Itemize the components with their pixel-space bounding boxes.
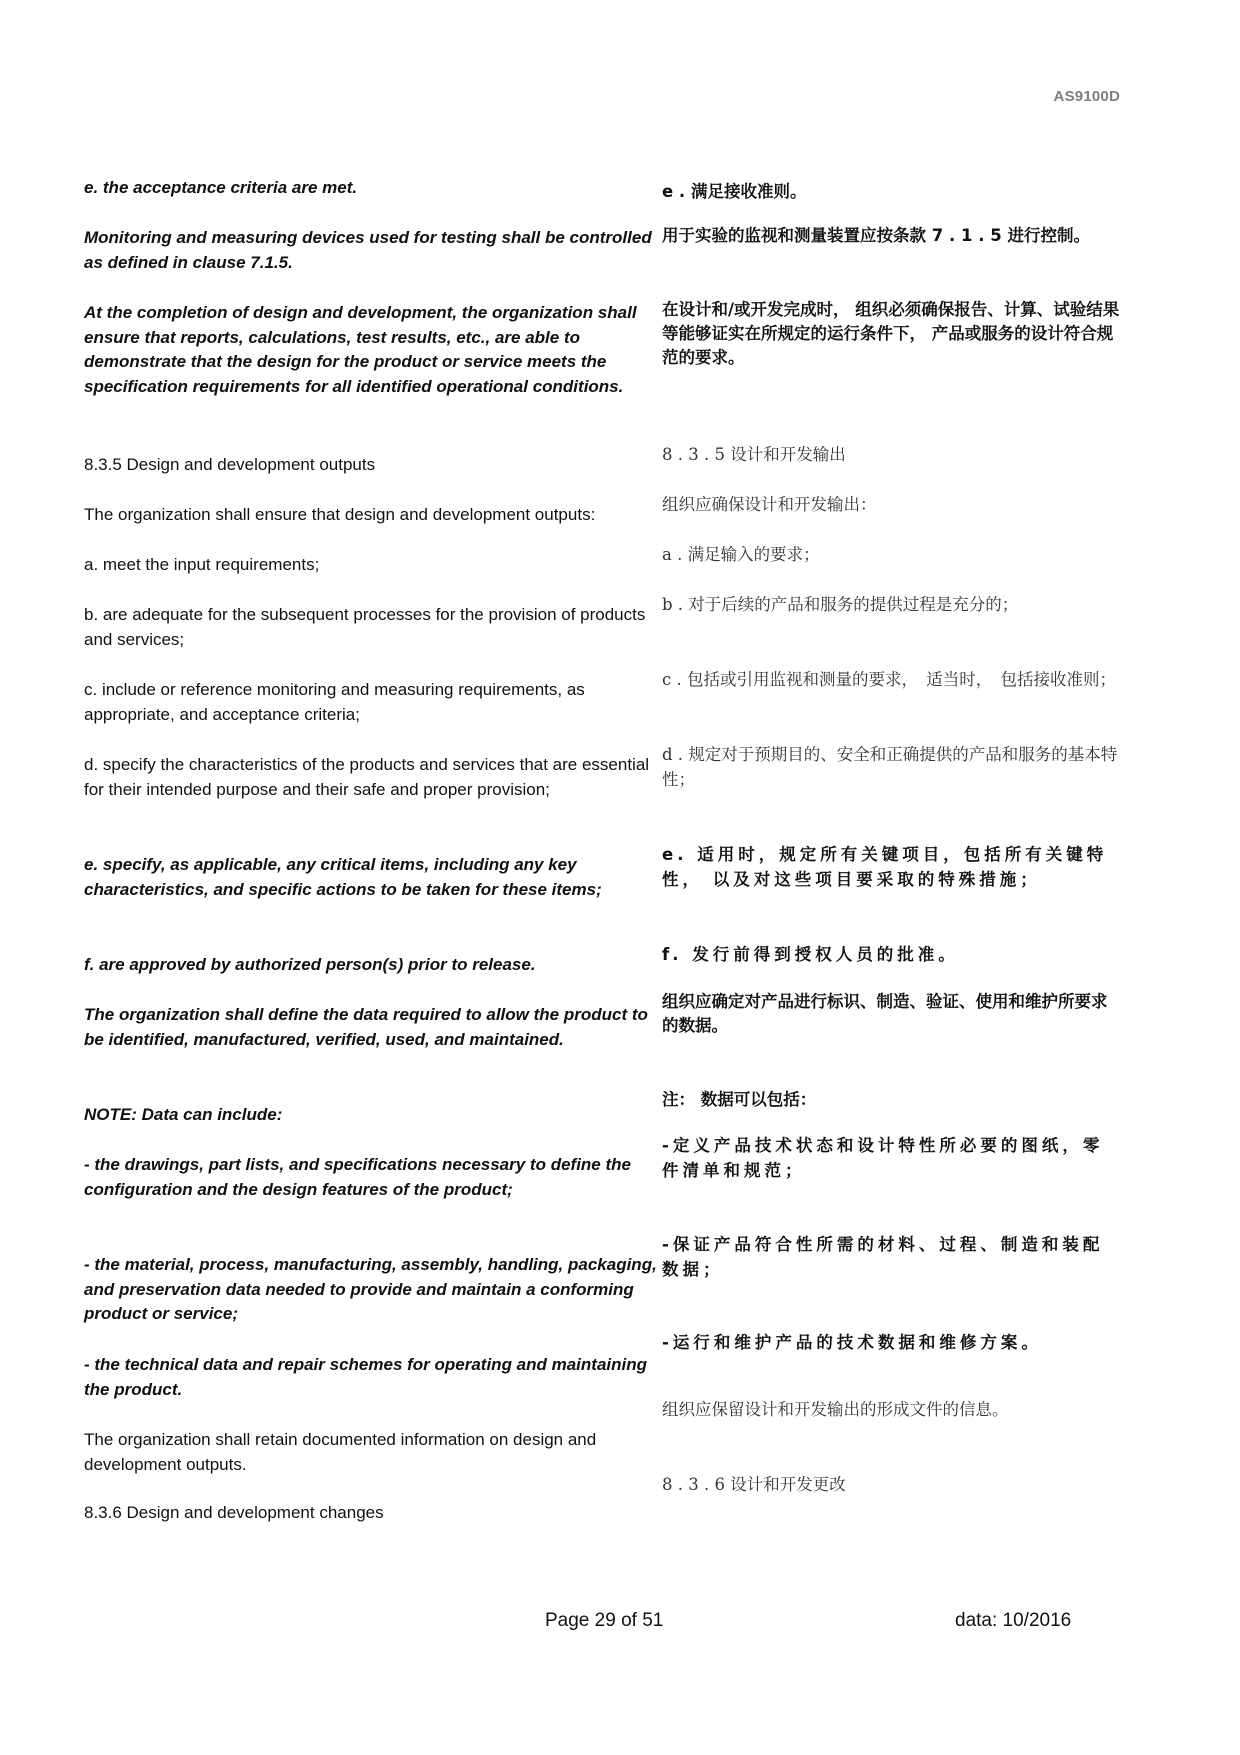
zh-note-item-3: -运行和维护产品的技术数据和维修方案。 <box>662 1333 1042 1352</box>
zh-outputs-intro: 组织应确保设计和开发输出： <box>662 495 877 514</box>
en-note-heading: NOTE: Data can include: <box>84 1105 283 1124</box>
zh-item-e: e. 适用时，规定所有关键项目，包括所有关键特性， 以及对这些项目要采取的特殊措施； <box>662 845 1108 889</box>
en-criteria-met: e. the acceptance criteria are met. <box>84 178 358 197</box>
zh-item-d: d . 规定对于预期目的、安全和正确提供的产品和服务的基本特性； <box>662 745 1118 789</box>
zh-note-item-1: -定义产品技术状态和设计特性所必要的图纸，零件清单和规范； <box>662 1136 1104 1180</box>
en-item-a: a. meet the input requirements; <box>84 555 320 574</box>
zh-completion-paragraph: 在设计和/或开发完成时， 组织必须确保报告、计算、试验结果等能够证实在所规定的运行条件下， 产品或服务的设计符合规范的要求。 <box>662 300 1120 367</box>
zh-retain-info: 组织应保留设计和开发输出的形成文件的信息。 <box>662 1400 1009 1419</box>
document-code: AS9100D <box>1053 88 1120 105</box>
zh-note-heading: 注： 数据可以包括： <box>662 1090 817 1109</box>
zh-item-f: f. 发行前得到授权人员的批准。 <box>662 945 959 964</box>
en-monitoring-devices: Monitoring and measuring devices used for testing shall be controlled as defined in clause 7.1.5. <box>84 228 652 272</box>
en-section-835-heading: 8.3.5 Design and development outputs <box>84 455 376 474</box>
en-item-c: c. include or reference monitoring and measuring requirements, as appropriate, and acceptance criteria; <box>84 680 585 724</box>
zh-section-836-heading: 8 . 3 . 6 设计和开发更改 <box>662 1475 846 1494</box>
en-completion-paragraph: At the completion of design and development, the organization shall ensure that reports, calculations, test results, etc., are able to demonstrate that the design for the product or service meets the specification requirements for all identified operational conditions. <box>84 303 637 396</box>
zh-criteria-met: e . 满足接收准则。 <box>662 182 807 201</box>
zh-note-item-2: -保证产品符合性所需的材料、过程、制造和装配数据； <box>662 1235 1104 1279</box>
zh-section-835-heading: 8 . 3 . 5 设计和开发输出 <box>662 445 846 464</box>
document-date: data: 10/2016 <box>955 1610 1072 1631</box>
en-section-836-heading: 8.3.6 Design and development changes <box>84 1503 384 1522</box>
en-outputs-intro: The organization shall ensure that design and development outputs: <box>84 505 596 524</box>
zh-item-a: a . 满足输入的要求； <box>662 545 820 564</box>
zh-item-b: b . 对于后续的产品和服务的提供过程是充分的； <box>662 595 1019 614</box>
en-note-item-3: - the technical data and repair schemes for operating and maintaining the product. <box>84 1355 648 1399</box>
en-retain-info: The organization shall retain documented information on design and development outputs. <box>84 1430 597 1474</box>
en-define-data: The organization shall define the data required to allow the product to be identified, manufactured, verified, used, and maintained. <box>84 1005 648 1049</box>
zh-item-c: c . 包括或引用监视和测量的要求， 适当时， 包括接收准则； <box>662 670 1116 689</box>
zh-define-data: 组织应确定对产品进行标识、制造、验证、使用和维护所要求的数据。 <box>662 992 1108 1035</box>
page-number: Page 29 of 51 <box>545 1610 664 1631</box>
en-item-d: d. specify the characteristics of the products and services that are essential for their intended purpose and their safe and proper provision; <box>84 755 650 799</box>
en-note-item-1: - the drawings, part lists, and specifications necessary to define the configuration and the design features of the product; <box>84 1155 631 1199</box>
en-item-b: b. are adequate for the subsequent processes for the provision of products and services; <box>84 605 646 649</box>
zh-monitoring-devices: 用于实验的监视和测量装置应按条款 7 . 1 . 5 进行控制。 <box>662 226 1090 245</box>
en-note-item-2: - the material, process, manufacturing, assembly, handling, packaging, and preservation data needed to provide and maintain a conforming product or service; <box>84 1255 657 1323</box>
en-item-e: e. specify, as applicable, any critical items, including any key characteristics, and specific actions to be taken for these items; <box>84 855 602 899</box>
en-item-f: f. are approved by authorized person(s) prior to release. <box>84 955 536 974</box>
